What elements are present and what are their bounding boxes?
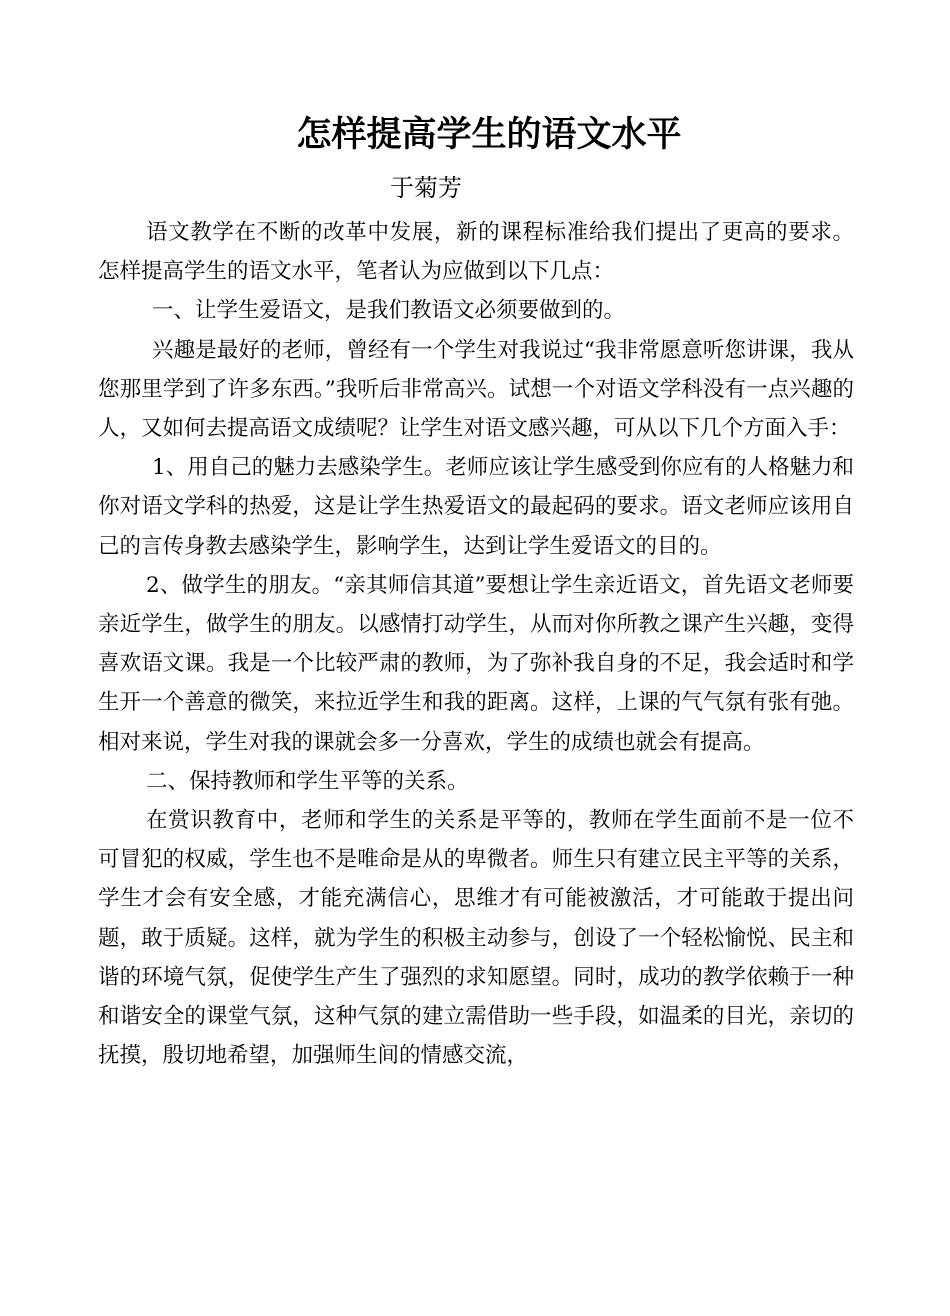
- paragraph-interest: 兴趣是最好的老师，曾经有一个学生对我说过“我非常愿意听您讲课，我从您那里学到了许多东西。”我听后非常高兴。试想一个对语文学科没有一点兴趣的人，又如何去提高语文成绩呢？让学生对语文感兴趣，可从以下几个方面入手：: [98, 337, 854, 442]
- document-author: 于菊芳: [390, 174, 462, 202]
- paragraph-equality: 在赏识教育中，老师和学生的关系是平等的，教师在学生面前不是一位不可冒犯的权威，学生也不是唯命是从的卑微者。师生只有建立民主平等的关系，学生才会有安全感，才能充满信心，思维才有可能被激活，才可能敢于提出问题，敢于质疑。这样，就为学生的积极主动参与，创设了一个轻松愉悦、民主和谐的环境气氛，促使学生产生了强烈的求知愿望。同时，成功的教学依赖于一种和谐安全的课堂气氛，这种气氛的建立需借助一些手段，如温柔的目光，亲切的抚摸，殷切地希望，加强师生间的情感交流，: [98, 808, 854, 1069]
- paragraph-point-2: 2、做学生的朋友。“亲其师信其道”要想让学生亲近语文，首先语文老师要亲近学生，做学生的朋友。以感情打动学生，从而对你所教之课产生兴趣，变得喜欢语文课。我是一个比较严肃的教师，为了弥补我自身的不足，我会适时和学生开一个善意的微笑，来拉近学生和我的距离。这样，上课的气气氛有张有弛。相对来说，学生对我的课就会多一分喜欢，学生的成绩也就会有提高。: [98, 572, 854, 755]
- paragraph-point-1: 1、用自己的魅力去感染学生。老师应该让学生感受到你应有的人格魅力和你对语文学科的热爱，这是让学生热爱语文的最起码的要求。语文老师应该用自己的言传身教去感染学生，影响学生，达到让学生爱语文的目的。: [98, 455, 854, 559]
- section-heading-2: 二、保持教师和学生平等的关系。: [146, 768, 469, 794]
- section-heading-1: 一、让学生爱语文，是我们教语文必须要做到的。: [152, 298, 626, 324]
- document-title: 怎样提高学生的语文水平: [296, 114, 682, 155]
- document-body: [98, 213, 854, 1075]
- paragraph-intro: 语文教学在不断的改革中发展，新的课程标准给我们提出了更高的要求。怎样提高学生的语文水平，笔者认为应做到以下几点：: [98, 220, 854, 285]
